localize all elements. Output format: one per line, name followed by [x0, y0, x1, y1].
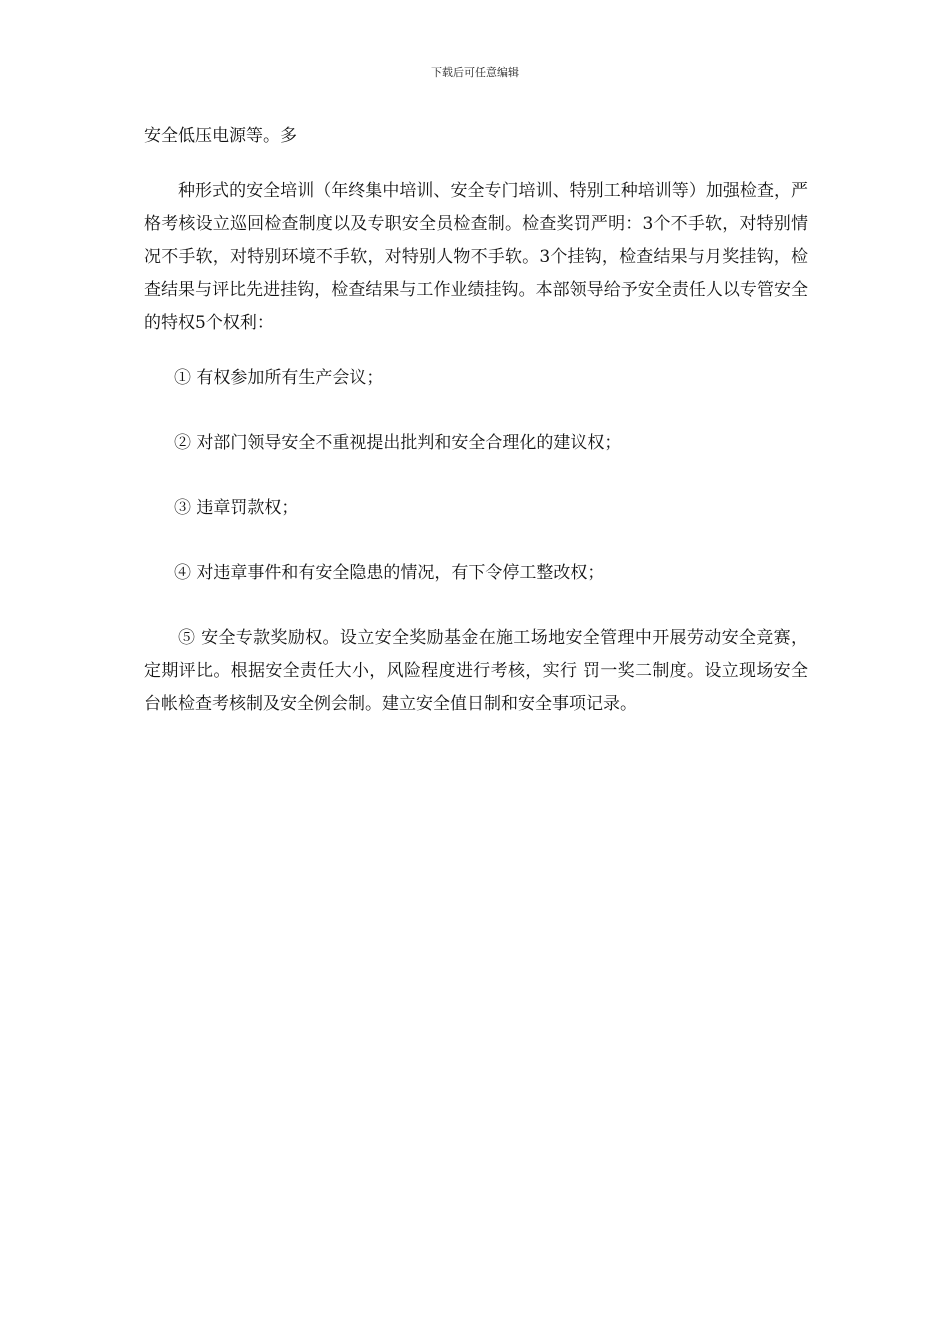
list-item-right-1: ① 有权参加所有生产会议；: [174, 368, 384, 388]
document-body: [144, 120, 808, 721]
list-item-right-5: ⑤ 安全专款奖励权。设立安全奖励基金在施工场地安全管理中开展劳动安全竞赛，定期评比。根据安全责任大小，风险程度进行考核，实行 罚一奖二制度。设立现场安全台帐检查考核制及安全例会制。建立安全值日制和安全事项记录。: [144, 628, 808, 714]
paragraph-continuation: 安全低压电源等。多: [144, 126, 297, 146]
paragraph-training-inspection: 种形式的安全培训（年终集中培训、安全专门培训、特别工种培训等）加强检查，严格考核设立巡回检查制度以及专职安全员检查制。检查奖罚严明：3个不手软，对特别情况不手软，对特别环境不手软，对特别人物不手软。3个挂钩，检查结果与月奖挂钩，检查结果与评比先进挂钩，检查结果与工作业绩挂钩。本部领导给予安全责任人以专管安全的特权5个权利：: [144, 181, 808, 333]
list-item-right-2: ② 对部门领导安全不重视提出批判和安全合理化的建议权；: [174, 433, 622, 453]
list-item-right-4: ④ 对违章事件和有安全隐患的情况，有下令停工整改权；: [174, 563, 605, 583]
page-header: 下载后可任意编辑: [431, 66, 519, 79]
list-item-right-3: ③ 违章罚款权；: [174, 498, 299, 518]
